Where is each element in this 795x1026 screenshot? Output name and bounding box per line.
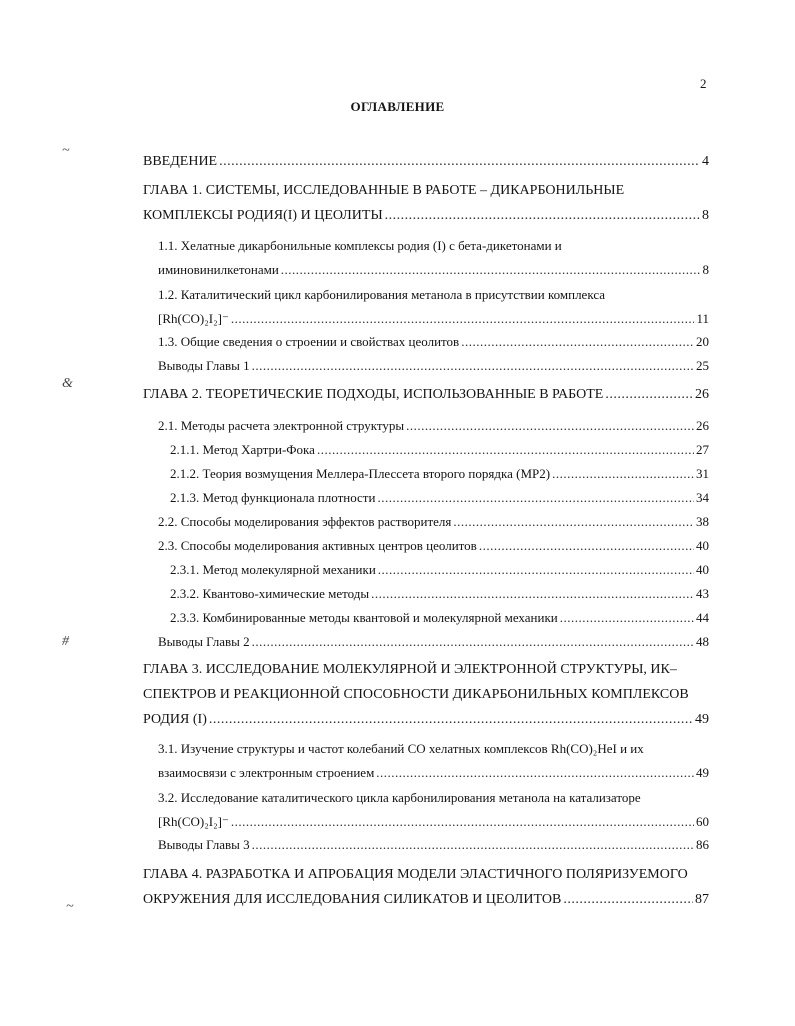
dot-leader: [219, 154, 700, 169]
toc-entry-page: 49: [696, 765, 709, 780]
toc-line: [158, 312, 709, 326]
dot-leader: [376, 766, 694, 780]
toc-entry-page: 11: [696, 311, 709, 326]
toc-entry-title: 2.3.1. Метод молекулярной механики: [170, 562, 376, 577]
toc-line: [158, 263, 709, 277]
toc-line: [158, 335, 709, 349]
dot-leader: [317, 443, 694, 457]
dot-leader: [560, 611, 694, 625]
margin-mark: #: [62, 634, 69, 649]
toc-entry-title: 2.1.3. Метод функционала плотности: [170, 490, 376, 505]
toc-entry-title-cont: СПЕКТРОВ И РЕАКЦИОННОЙ СПОСОБНОСТИ ДИКАРБОНИЛЬНЫХ КОМПЛЕКСОВ: [143, 687, 689, 702]
toc-entry-page: 34: [696, 490, 709, 505]
toc-entry-title: 2.1. Методы расчета электронной структуры: [158, 418, 405, 433]
toc-entry-title: 1.1. Хелатные дикарбонильные комплексы родия (I) с бета-дикетонами и: [158, 238, 562, 253]
margin-mark: ~: [66, 899, 74, 914]
toc-entry-title-cont: иминовинилкетонами: [158, 262, 279, 277]
toc-entry-page: 38: [696, 514, 709, 529]
toc-entry-title: 1.3. Общие сведения о строении и свойствах цеолитов: [158, 334, 460, 349]
toc-entry: [170, 491, 709, 507]
toc-line: [170, 611, 709, 625]
dot-leader: [479, 539, 694, 553]
toc-entry: [170, 443, 709, 459]
toc-entry: [158, 359, 709, 375]
dot-leader: [252, 838, 694, 852]
toc-entry: [158, 515, 709, 531]
toc-line: [158, 815, 709, 829]
dot-leader: [377, 491, 694, 505]
toc-entry: [158, 791, 709, 831]
toc-entry-page: 43: [696, 586, 709, 601]
toc-entry-page: 48: [696, 634, 709, 649]
dot-leader: [252, 635, 694, 649]
toc-entry: [158, 539, 709, 555]
toc-entry-title: ГЛАВА 1. СИСТЕМЫ, ИССЛЕДОВАННЫЕ В РАБОТЕ – ДИКАРБОНИЛЬНЫЕ: [143, 183, 625, 198]
toc-entry: [170, 611, 709, 627]
margin-mark: ~: [62, 143, 70, 158]
toc-line: [143, 892, 709, 907]
toc-entry: [143, 183, 709, 223]
toc-entry-title-cont: взаимосвязи с электронным строением: [158, 765, 375, 780]
toc-entry: [158, 288, 709, 328]
toc-entry-page: 86: [696, 837, 709, 852]
toc-entry-title-cont: ОКРУЖЕНИЯ ДЛЯ ИССЛЕДОВАНИЯ СИЛИКАТОВ И ЦЕОЛИТОВ: [143, 892, 562, 907]
dot-leader: [453, 515, 694, 529]
toc-line: [158, 635, 709, 649]
toc-entry-title-cont: РОДИЯ (I): [143, 712, 207, 727]
toc-entry-title: ГЛАВА 4. РАЗРАБОТКА И АПРОБАЦИЯ МОДЕЛИ ЭЛАСТИЧНОГО ПОЛЯРИЗУЕМОГО: [143, 867, 688, 882]
dot-leader: [371, 587, 694, 601]
toc-entry-page: 8: [702, 262, 709, 277]
toc-entry-title: 2.1.1. Метод Хартри-Фока: [170, 442, 315, 457]
toc-entry-page: 40: [696, 538, 709, 553]
dot-leader: [231, 312, 695, 326]
toc-entry: [143, 662, 709, 728]
toc-line: [143, 208, 709, 223]
toc-entry-title-cont: [Rh(CO)₂I₂]⁻: [158, 814, 229, 829]
toc-entry-title: 2.3. Способы моделирования активных центров цеолитов: [158, 538, 477, 553]
toc-entry: [158, 335, 709, 351]
margin-mark: &: [62, 376, 73, 391]
dot-leader: [252, 359, 694, 373]
dot-leader: [552, 467, 694, 481]
toc-entry-page: 4: [702, 154, 709, 169]
toc-entry-page: 26: [696, 418, 709, 433]
toc-entry: [143, 154, 709, 170]
toc-entry-page: 8: [702, 208, 709, 223]
toc-line: [158, 419, 709, 433]
toc-entry: [158, 419, 709, 435]
toc-entry-title: ГЛАВА 2. ТЕОРЕТИЧЕСКИЕ ПОДХОДЫ, ИСПОЛЬЗОВАННЫЕ В РАБОТЕ: [143, 387, 604, 402]
toc-entry-page: 49: [695, 712, 709, 727]
toc-entry: [158, 742, 709, 782]
toc-entry-title: 2.3.3. Комбинированные методы квантовой и молекулярной механики: [170, 610, 558, 625]
toc-line: [170, 491, 709, 505]
toc-entry-page: 27: [696, 442, 709, 457]
dot-leader: [378, 563, 694, 577]
toc-line: [170, 563, 709, 577]
toc-entry: [170, 587, 709, 603]
dot-leader: [385, 208, 700, 223]
toc-entry-page: 31: [696, 466, 709, 481]
toc-line: [170, 467, 709, 481]
toc-entry: [158, 635, 709, 651]
toc-entry-page: 25: [696, 358, 709, 373]
dot-leader: [231, 815, 694, 829]
page-number: 2: [700, 76, 707, 91]
toc-entry-title: Выводы Главы 1: [158, 358, 250, 373]
toc-entry-title: Выводы Главы 3: [158, 837, 250, 852]
dot-leader: [209, 712, 693, 727]
toc-entry: [170, 467, 709, 483]
toc-entry-title: 2.1.2. Теория возмущения Меллера-Плессета второго порядка (МР2): [170, 466, 551, 481]
toc-line: [158, 838, 709, 852]
toc-line: [143, 387, 709, 402]
toc-line: [158, 766, 709, 780]
toc-entry: [158, 239, 709, 279]
toc-entry-title-cont: КОМПЛЕКСЫ РОДИЯ(I) И ЦЕОЛИТЫ: [143, 208, 383, 223]
toc-entry-title: 2.3.2. Квантово-химические методы: [170, 586, 370, 601]
toc-line: [143, 712, 709, 727]
dot-leader: [406, 419, 694, 433]
toc-line: [143, 154, 709, 169]
toc-entry-title: 3.2. Исследование каталитического цикла карбонилирования метанола на катализаторе: [158, 790, 641, 805]
toc-entry-title: 3.1. Изучение структуры и частот колебаний СО хелатных комплексов Rh(CO)₂HeI и их: [158, 741, 644, 756]
toc-entry-title: ВВЕДЕНИЕ: [143, 154, 218, 169]
toc-entry-page: 44: [696, 610, 709, 625]
toc-line: [158, 515, 709, 529]
toc-line: [170, 443, 709, 457]
dot-leader: [281, 263, 701, 277]
toc-line: [170, 587, 709, 601]
toc-entry-title: ГЛАВА 3. ИССЛЕДОВАНИЕ МОЛЕКУЛЯРНОЙ И ЭЛЕКТРОННОЙ СТРУКТУРЫ, ИК–: [143, 662, 677, 677]
toc-entry-page: 26: [695, 387, 709, 402]
toc-entry-page: 60: [696, 814, 709, 829]
toc-entry-page: 87: [695, 892, 709, 907]
toc-entry-page: 20: [696, 334, 709, 349]
toc-entry: [143, 387, 709, 403]
dot-leader: [563, 892, 693, 907]
dot-leader: [461, 335, 694, 349]
toc-entry: [158, 838, 709, 854]
toc-entry-title: 2.2. Способы моделирования эффектов растворителя: [158, 514, 452, 529]
toc-entry-title: 1.2. Каталитический цикл карбонилирования метанола в присутствии комплекса: [158, 287, 606, 302]
toc-entry-title: Выводы Главы 2: [158, 634, 250, 649]
toc-entry-title-cont: [Rh(CO)₂I₂]⁻: [158, 311, 229, 326]
toc-entry: [170, 563, 709, 579]
toc-entry: [143, 867, 709, 909]
page-title: ОГЛАВЛЕНИЕ: [350, 99, 445, 114]
toc-entry-page: 40: [696, 562, 709, 577]
toc-line: [158, 539, 709, 553]
toc-line: [158, 359, 709, 373]
dot-leader: [605, 387, 693, 402]
